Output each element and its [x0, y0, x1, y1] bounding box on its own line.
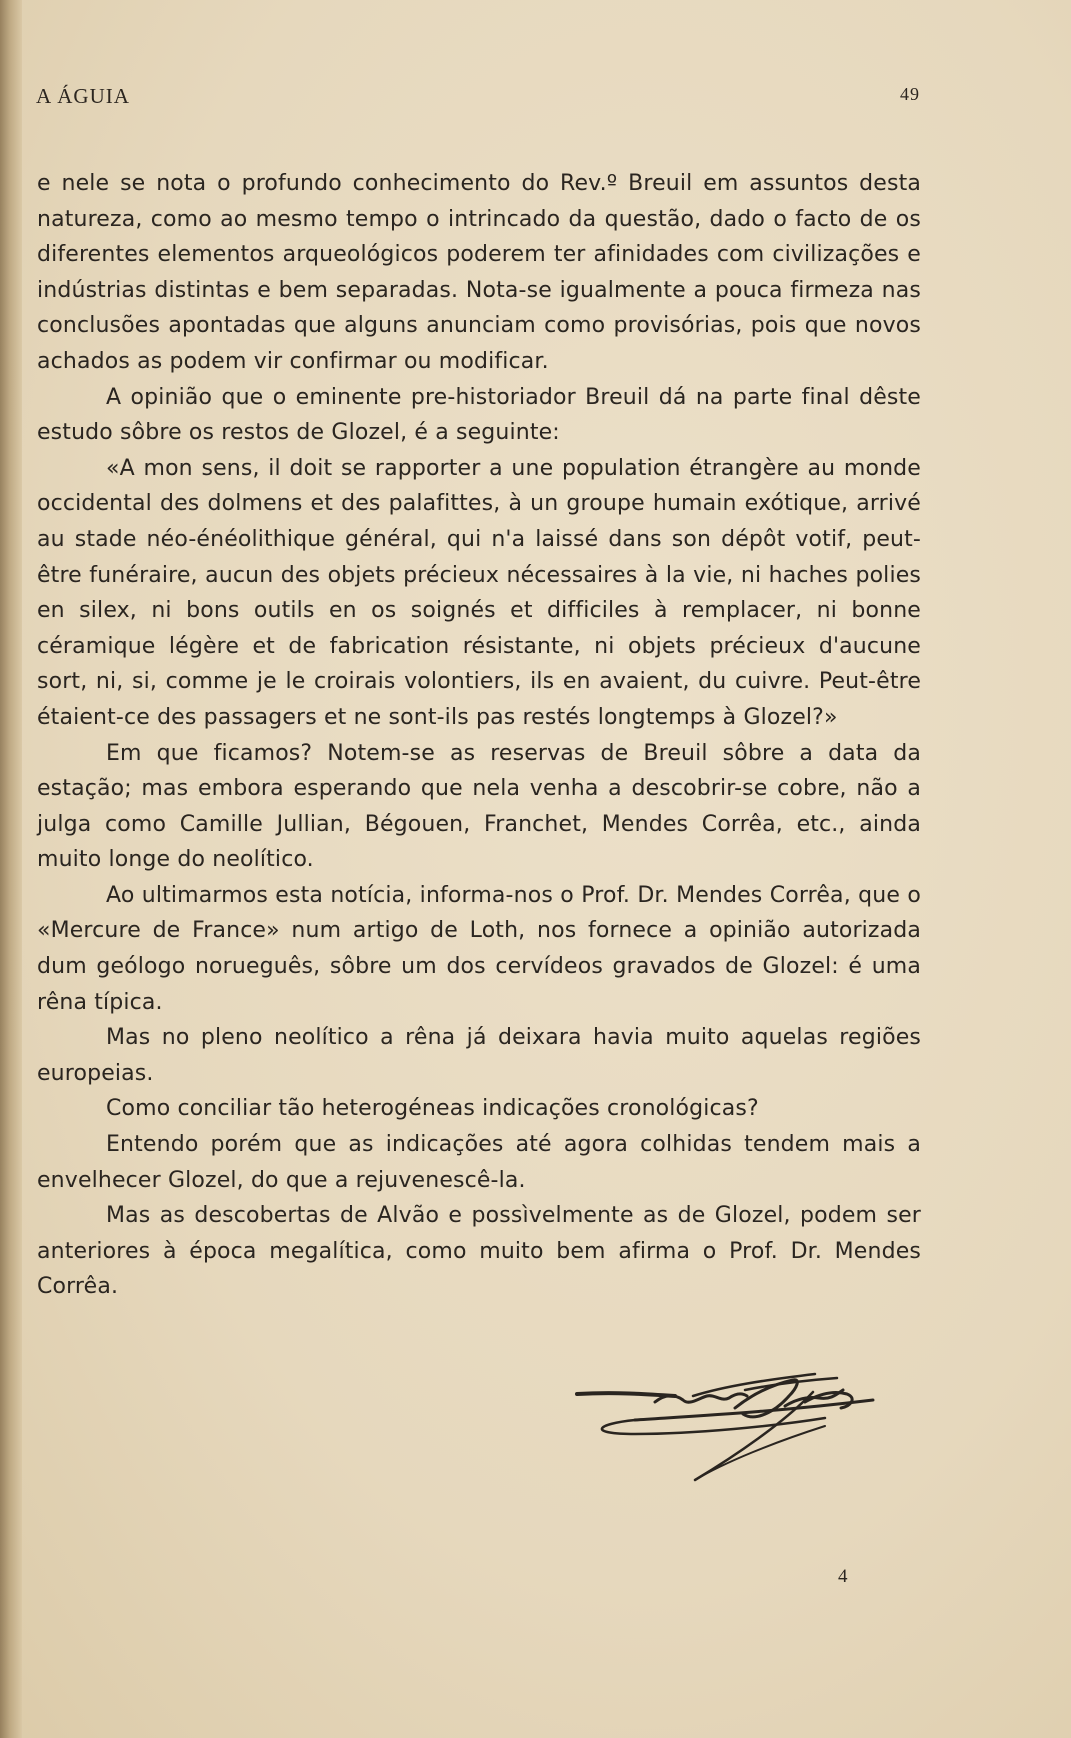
handwritten-signature: [575, 1372, 895, 1482]
paragraph: Mas no pleno neolítico a rêna já deixara havia muito aquelas regiões europeias.: [37, 1025, 921, 1086]
paragraph: Mas as descobertas de Alvão e possìvelmente as de Glozel, podem ser anteriores à época megalítica, como muito bem afirma o Prof. Dr. Mendes Corrêa.: [37, 1203, 921, 1300]
body-text: [37, 166, 921, 1305]
paragraph: Em que ficamos? Notem-se as reservas de Breuil sôbre a data da estação; mas embora esperando que nela venha a descobrir-se cobre, não a julga como Camille Jullian, Bégouen, Franchet, Mendes Corrêa, etc., ainda muito longe do neolítico.: [37, 740, 921, 873]
paragraph: Como conciliar tão heterogéneas indicações cronológicas?: [106, 1096, 759, 1122]
paragraph: e nele se nota o profundo conhecimento do Rev.º Breuil em assuntos desta natureza, como ao mesmo tempo o intrincado da questão, dado o facto de os diferentes elementos arqueológicos poderem ter afinidades com civilizações e indústrias distintas e bem separadas. Nota-se igualmente a pouca firmeza nas conclusões apontadas que alguns anunciam como provisórias, pois que novos achados as podem vir confirmar ou modificar.: [37, 171, 921, 374]
page-number: 49: [900, 84, 920, 104]
paragraph: Ao ultimarmos esta notícia, informa-nos o Prof. Dr. Mendes Corrêa, que o «Mercure de France» num artigo de Loth, nos fornece a opinião autorizada dum geólogo norueguês, sôbre um dos cervídeos gravados de Glozel: é uma rêna típica.: [37, 882, 921, 1015]
binding-edge: [0, 0, 22, 1738]
paragraph: Entendo porém que as indicações até agora colhidas tendem mais a envelhecer Glozel, do que a rejuvenescê-la.: [37, 1132, 921, 1193]
journal-title: A ÁGUIA: [36, 84, 130, 108]
printer-signature-mark: 4: [838, 1566, 848, 1587]
running-head: [36, 84, 920, 114]
paragraph: A opinião que o eminente pre-historiador Breuil dá na parte final dêste estudo sôbre os restos de Glozel, é a seguinte:: [37, 384, 921, 446]
paragraph-quotation: «A mon sens, il doit se rapporter a une population étrangère au monde occidental des dolmens et des palafittes, à un groupe humain exótique, arrivé au stade néo-énéolithique général, qui n'a laissé dans son dépôt votif, peut-être funéraire, aucun des objets précieux nécessaires à la vie, ni haches polies en silex, ni bons outils en os soignés et difficiles à remplacer, ni bonne céramique légère et de fabrication résistante, ni objets précieux d'aucune sort, ni, si, comme je le croirais volontiers, ils en avaient, du cuivre. Peut-être étaient-ce des passagers et ne sont-ils pas restés longtemps à Glozel?»: [37, 455, 921, 730]
